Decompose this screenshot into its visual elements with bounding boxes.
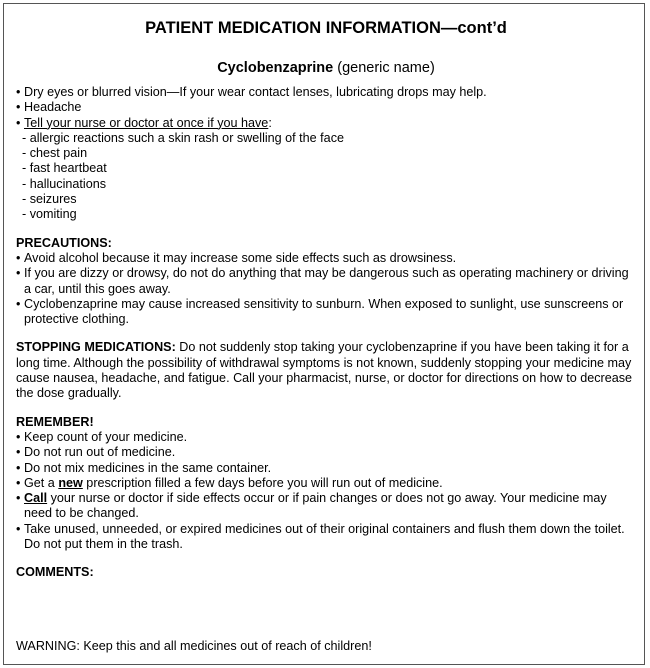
remember-list — [16, 430, 636, 552]
page-title: PATIENT MEDICATION INFORMATION—cont’d — [145, 19, 507, 37]
list-item: • Keep count of your medicine. — [16, 430, 636, 445]
drug-name-suffix: (generic name) — [333, 60, 435, 76]
list-item: - fast heartbeat — [22, 161, 107, 176]
stopping-medications-heading: STOPPING MEDICATIONS: — [16, 340, 176, 355]
drug-name: Cyclobenzaprine — [217, 60, 334, 76]
list-item: - seizures — [22, 192, 77, 207]
stopping-medications-text: Do not suddenly stop taking your cyclobenzaprine if you have been taking it for a long time. Although the possibility of withdrawal symptoms is not known, suddenly stopping your medicine may cause nausea, headache, and fatigue. Call your pharmacist, nurse, or doctor for directions on how to decrease the dose gradually. — [16, 340, 633, 401]
list-item: - allergic reactions such a skin rash or swelling of the face — [22, 130, 344, 145]
call-doctor-text: your nurse or doctor if side effects occur or if pain changes or does not go away. Your medicine may need to be changed. — [24, 491, 607, 521]
list-item: • Do not run out of medicine. — [16, 445, 636, 460]
precautions-heading: PRECAUTIONS: — [16, 235, 112, 250]
tell-doctor-item — [16, 116, 636, 131]
side-effects-list — [16, 85, 636, 223]
list-item: - chest pain — [22, 146, 88, 161]
remember-heading: REMEMBER! — [16, 414, 94, 429]
warning-text: WARNING: Keep this and all medicines out of reach of children! — [16, 639, 372, 653]
list-item: • Headache — [16, 100, 636, 115]
list-item: • Avoid alcohol because it may increase some side effects such as drowsiness. — [16, 251, 636, 266]
list-item: • Take unused, unneeded, or expired medicines out of their original containers and flush them down the toilet. Do not put them in the trash. — [16, 522, 636, 553]
list-item: • Dry eyes or blurred vision—If your wear contact lenses, lubricating drops may help. — [16, 85, 636, 100]
new-prescription-post: prescription filled a few days before you will run out of medicine. — [82, 475, 443, 490]
tell-doctor-colon: : — [268, 115, 272, 130]
document-content — [16, 18, 636, 581]
new-emphasis: new — [58, 475, 83, 490]
list-item: • Do not mix medicines in the same container. — [16, 461, 636, 476]
new-prescription-pre: Get a — [24, 475, 59, 490]
call-emphasis: Call — [24, 491, 48, 506]
list-item: • Cyclobenzaprine may cause increased sensitivity to sunburn. When exposed to sunlight, use sunscreens or protective clothing. — [16, 297, 636, 328]
list-item: - vomiting — [22, 207, 77, 222]
comments-heading: COMMENTS: — [16, 565, 94, 580]
call-doctor-item — [16, 491, 636, 522]
list-item: - hallucinations — [22, 176, 107, 191]
precautions-list — [16, 251, 636, 327]
new-prescription-item — [16, 476, 636, 491]
drug-name-line — [16, 59, 636, 77]
stopping-medications-paragraph — [16, 340, 636, 401]
list-item: • If you are dizzy or drowsy, do not do anything that may be dangerous such as operating machinery or driving a car, until this goes away. — [16, 266, 636, 297]
tell-doctor-label: Tell your nurse or doctor at once if you have — [24, 115, 269, 130]
